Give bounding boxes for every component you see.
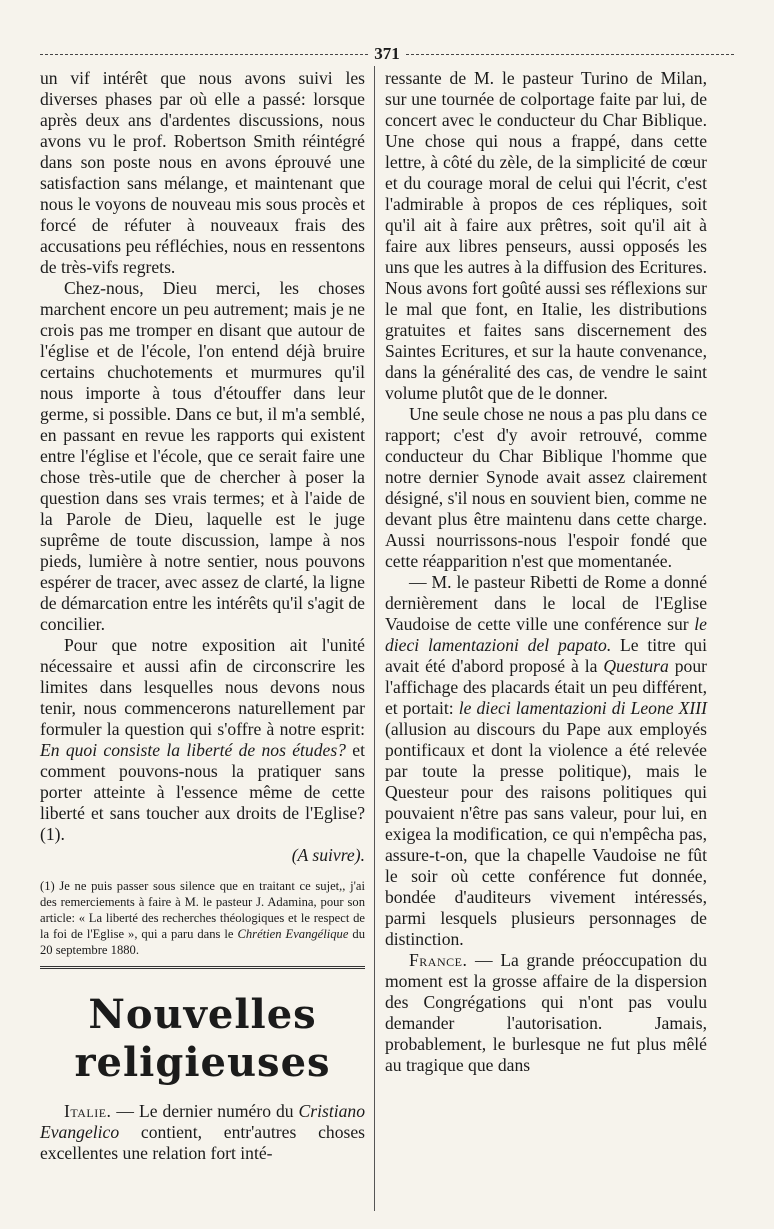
- italie-text-end: contient, entr'autres choses excellentes une relation fort inté-: [40, 1122, 365, 1163]
- italie-label: Italie.: [64, 1101, 112, 1121]
- italie-journal: Cristiano Evangelico: [40, 1101, 366, 1142]
- france-text: — La grande préoccupation du moment est la grosse affaire de la dispersion des Congrégations qui n'ont pas voulu demander l'autorisation. Jamais, probablement, le burlesque ne fut plus mêlé au tragique que dans: [385, 950, 708, 1075]
- ribetti-text-c: pour l'affichage des placards était un peu différent, et portait:: [385, 656, 707, 718]
- italie-paragraph: [40, 1101, 365, 1164]
- section-title: Nouvelles religieuses: [74, 991, 331, 1086]
- left-paragraph-3-tail: et comment pouvons-nous la pratiquer sans porter atteinte à l'essence même de cette liberté et sans toucher aux droits de l'Eglise? (1).: [40, 740, 365, 844]
- header-rule-right: [406, 54, 734, 55]
- page-number: 371: [374, 44, 400, 63]
- a-suivre-label: (A suivre).: [291, 845, 365, 865]
- right-paragraph-1: ressante de M. le pasteur Turino de Milan, sur une tournée de colportage faite par lui, de concert avec le conducteur du Char Biblique. Une chose qui nous a frappé, dans cette lettre, à côté du zèle, de la simplicité de cœur et du courage moral de celui qui l'écrit, c'est l'admirable à propos de ces répliques, soit qu'il ait à faire aux prêtres, soit qu'il ait à faire aux libres penseurs, aussi opposés les uns que les autres à la diffusion des Ecritures. Nous avons fort goûté aussi ses réflexions sur le mal que font, en Italie, les distributions gratuites et faites sans discernement des Saintes Ecritures, et sur la haute convenance, dans la généralité des cas, de vendre le saint volume plutôt que de le donner.: [385, 68, 708, 403]
- conference-title: le dieci lamentazioni del papato.: [385, 614, 707, 655]
- ribetti-text-d: (allusion au discours du Pape aux employés pontificaux et dont la violence a été relevée par toute la presse politique), mais le Questeur pour des raisons politiques qui pouvaient n'être pas sans valeur, pour lui, en exigea la modification, ce qui n'empêcha pas, assure-t-on, que la chapelle Vaudoise ne fût le soir où cette conférence fut donnée, bondée d'auditeurs vivement intéressés, parmi lesquels plusieurs personnages de distinction.: [385, 719, 707, 949]
- ribetti-text-a: — M. le pasteur Ribetti de Rome a donné dernièrement dans le local de l'Eglise Vaudoise de cette ville une conférence sur: [385, 572, 707, 634]
- footnote-text: (1) Je ne puis passer sous silence que en traitant ce sujet,, j'ai des remerciements à faire à M. le pasteur J. Adamina, pour son article: « La liberté des recherches théologiques et le respect de la foi de l'Eglise », qui a paru dans le: [40, 879, 365, 941]
- left-paragraph-3: [40, 635, 365, 845]
- right-paragraph-3: [385, 572, 707, 950]
- column-separator: [374, 66, 375, 1211]
- footnote-journal: Chrétien Evangélique: [237, 927, 349, 941]
- left-column: [40, 68, 365, 1164]
- page-header: [40, 44, 734, 64]
- to-be-continued: [40, 845, 365, 866]
- placard-title: le dieci lamentazioni di Leone XIII: [458, 698, 707, 718]
- right-column: [385, 68, 707, 1076]
- italie-text: — Le dernier numéro du: [116, 1101, 294, 1121]
- footnote-date: du 20 septembre 1880.: [40, 927, 366, 957]
- right-paragraph-2: Une seule chose ne nous a pas plu dans ce rapport; c'est d'y avoir retrouvé, comme conducteur du Char Biblique l'homme que notre dernier Synode avait assez clairement désigné, s'il nous en souvient bien, comme ne devant plus être maintenu dans cette charge. Aussi nourrissons-nous l'espoir fondé que cette réapparition n'est que momentanée.: [385, 404, 707, 571]
- section-divider: [40, 966, 365, 969]
- left-paragraph-3-question: En quoi consiste la liberté de nos études?: [40, 740, 346, 760]
- left-paragraph-1: un vif intérêt que nous avons suivi les diverses phases par où elle a passé: lorsque après deux ans d'ardentes discussions, nous avons vu le prof. Robertson Smith réintégré dans son poste nous en avons éprouvé une satisfaction sans mélange, et maintenant que nous le voyons de nouveau mis sous procès et forcé de réfuter à nouveaux frais des accusations peu réfléchies, nous en ressentons de très-vifs regrets.: [40, 68, 365, 277]
- left-paragraph-3-text: Pour que notre exposition ait l'unité nécessaire et aussi afin de circonscrire les limites dans lesquelles nous devons nous tenir, nous commencerons naturellement par formuler la question qui s'offre à notre esprit:: [40, 635, 365, 739]
- questura-word: Questura: [603, 656, 669, 676]
- footnote: [40, 878, 365, 958]
- france-paragraph: [385, 950, 707, 1076]
- ribetti-text-b: Le titre qui avait été d'abord proposé à la: [385, 635, 707, 676]
- header-rule-left: [40, 54, 368, 55]
- france-label: France.: [409, 950, 468, 970]
- left-paragraph-2: Chez-nous, Dieu merci, les choses marchent encore un peu autrement; mais je ne crois pas me tromper en disant que autour de l'église et de l'école, l'on entend déjà bruire certains chuchotements et murmures qu'il nous importe à tous d'étouffer dans leur germe, si possible. Dans ce but, il m'a semblé, en passant en revue les rapports qui existent entre l'église et l'école, que ce serait faire une chose très-utile que de chercher à poser la question dans ses vrais termes; et à l'aide de la Parole de Dieu, laquelle est le juge suprême de toute discussion, lampe à nos pieds, lumière à notre sentier, nous pouvons espérer de tracer, avec assez de clarté, la ligne de démarcation entre les intérêts qu'il s'agit de concilier.: [40, 278, 365, 634]
